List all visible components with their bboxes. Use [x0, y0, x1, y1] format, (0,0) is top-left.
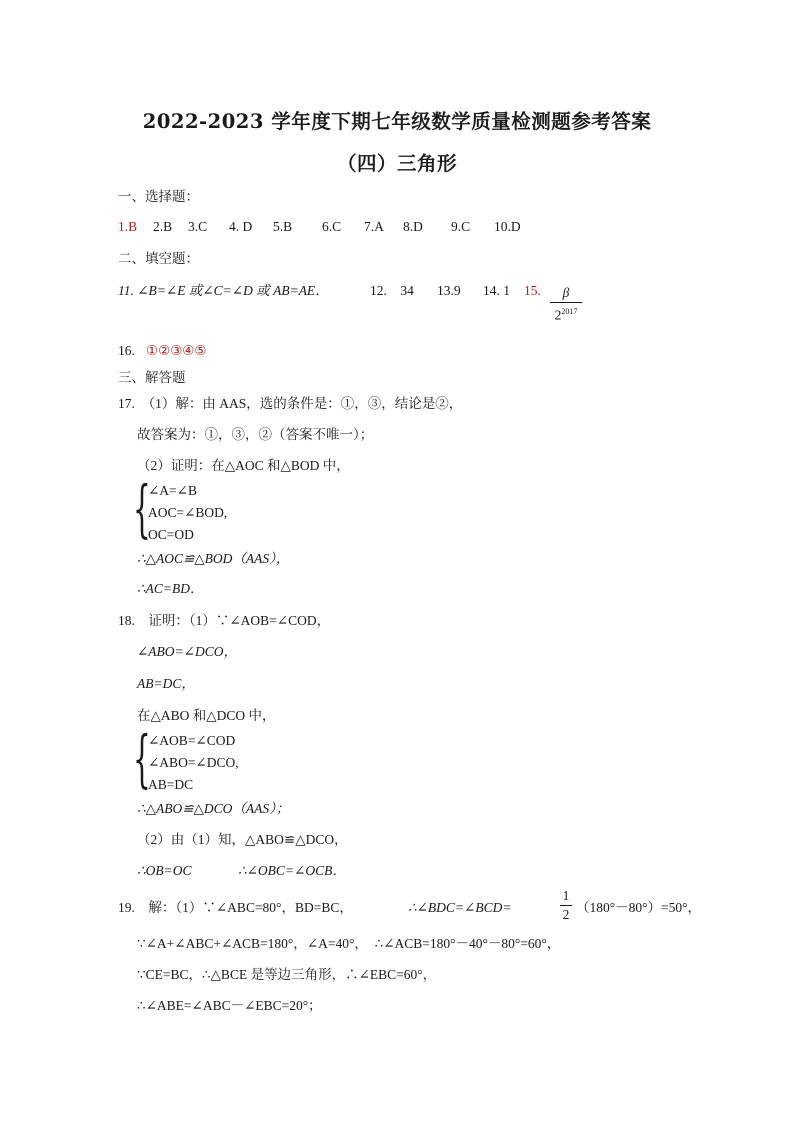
section-solve-heading: 三、解答题 [118, 370, 186, 385]
p18-system-brace: { [133, 722, 151, 795]
p19-fraction-denominator: 2 [562, 907, 570, 922]
choice-answer: 8.D [403, 219, 423, 234]
fill-q12: 12. 34 [370, 283, 414, 298]
p18-system-1: ∠AOB=∠COD [148, 733, 236, 748]
fill-q15-label: 15. [524, 283, 541, 298]
p18-line7a: ∴OB=OC [137, 863, 192, 878]
fill-q15-exponent: 2017 [561, 307, 578, 316]
p19-half-fraction [560, 888, 572, 923]
p19-line1a: 19. 解：（1）∵∠ABC=80°，BD=BC， [118, 900, 353, 915]
p18-line2: ∠ABO=∠DCO， [137, 644, 237, 659]
p19-fraction-numerator: 1 [562, 888, 570, 903]
fill-q15-base: 2 [554, 307, 562, 323]
p18-line3: AB=DC， [137, 676, 195, 691]
fill-q11: 11. ∠B=∠E 或∠C=∠D 或 AB=AE． [118, 283, 329, 298]
p18-line7b: ∴∠OBC=∠OCB． [238, 863, 346, 878]
choice-answer: 9.C [451, 219, 471, 234]
p19-line3: ∵CE=BC，∴△BCE 是等边三角形，∴∠EBC=60°， [137, 967, 437, 982]
choice-answer: 7.A [364, 219, 384, 234]
choice-answer: 6.C [322, 219, 342, 234]
choice-answer: 3.C [188, 219, 208, 234]
choice-answer: 10.D [494, 219, 521, 234]
p17-system-3: OC=OD [148, 527, 194, 542]
p18-line4: 在△ABO 和△DCO 中， [137, 708, 276, 723]
section-choice-heading: 一、选择题： [118, 189, 199, 204]
p17-line2: 故答案为：①，③，②（答案不唯一）； [137, 427, 374, 442]
choice-answer: 4. D [229, 219, 253, 234]
p19-line1c: （180°－80°）=50°， [576, 900, 702, 915]
p18-system-3: AB=DC [148, 777, 194, 792]
p17-system-brace: { [133, 472, 151, 545]
p18-system-2: ∠ABO=∠DCO, [148, 755, 239, 770]
p17-line1: 17. （1）解：由 AAS，选的条件是：①，③，结论是②， [118, 396, 463, 411]
section-fill-heading: 二、填空题： [118, 251, 199, 266]
p18-line5: ∴△ABO≌△DCO（AAS）； [137, 801, 290, 816]
p17-line4: ∴△AOC≌△BOD（AAS）， [137, 551, 290, 566]
page-subtitle: （四）三角形 [336, 152, 457, 175]
p17-system-1: ∠A=∠B [148, 483, 197, 498]
p18-line6: （2）由（1）知，△ABO≌△DCO， [137, 832, 348, 847]
fill-q16-label: 16. [118, 343, 135, 358]
p17-line3: （2）证明：在△AOC 和△BOD 中， [137, 458, 350, 473]
fill-q15-denominator [550, 304, 582, 324]
choice-answer: 5.B [273, 219, 293, 234]
choice-answer: 2.B [153, 219, 173, 234]
choice-answer: 1.B [118, 219, 138, 234]
fill-q15-numerator: β [562, 285, 570, 300]
p17-line5: ∴AC=BD． [137, 581, 204, 596]
p19-line2: ∵∠A+∠ABC+∠ACB=180°，∠A=40°， ∴∠ACB=180°－40°－80°=60°， [137, 936, 561, 951]
fill-q14: 14. 1 [483, 283, 510, 298]
p19-line4: ∴∠ABE=∠ABC－∠EBC=20°； [137, 998, 322, 1013]
fill-q16-answer: ①②③④⑤ [146, 343, 207, 358]
fraction-bar [550, 302, 582, 303]
fraction-bar [560, 905, 572, 906]
page-title: 2022-2023 学年度下期七年级数学质量检测题参考答案 [142, 110, 652, 133]
fill-q15-fraction [550, 285, 582, 324]
fill-q13: 13.9 [437, 283, 461, 298]
p19-line1b: ∴∠BDC=∠BCD= [408, 900, 512, 915]
p18-line1: 18. 证明：（1）∵∠AOB=∠COD， [118, 613, 331, 628]
p17-system-2: AOC=∠BOD, [148, 505, 228, 520]
